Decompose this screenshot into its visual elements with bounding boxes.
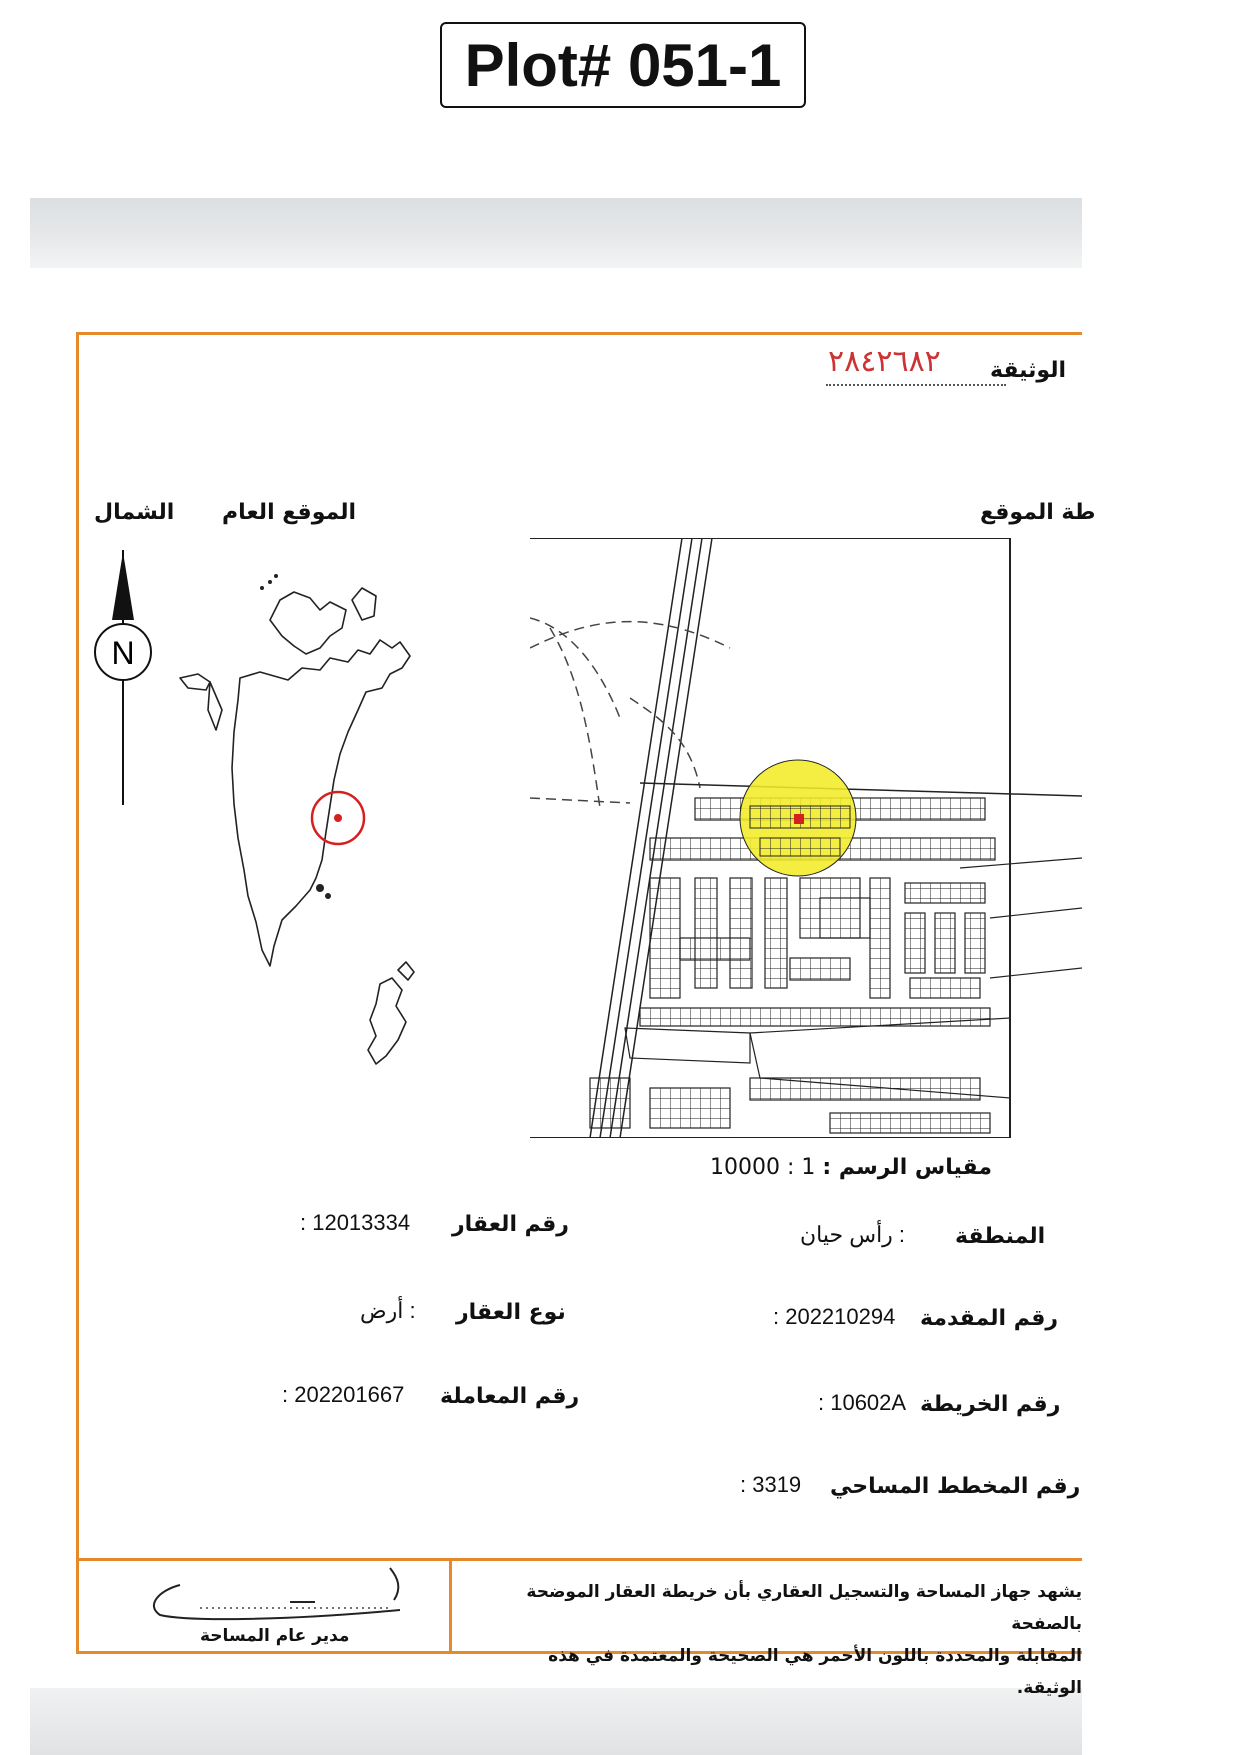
property-number-value: : 12013334 [300, 1210, 411, 1235]
certification-line-1: يشهد جهاز المساحة والتسجيل العقاري بأن خريطة العقار الموضحة بالصفحة [526, 1582, 1082, 1634]
scale-line [700, 1155, 992, 1180]
site-map-label: طة الموقع [980, 500, 1096, 525]
north-arrow-icon [88, 540, 158, 810]
scan-border-top [30, 198, 1082, 268]
property-number-label: رقم العقار [452, 1212, 569, 1237]
compass-letter: N [111, 635, 135, 671]
transaction-number-label: رقم المعاملة [440, 1384, 580, 1409]
bahrain-locator-map [170, 570, 470, 1100]
signature-icon [140, 1560, 420, 1630]
general-location-label: الموقع العام [222, 500, 357, 525]
survey-plan-number-value: : 3319 [740, 1472, 802, 1497]
area-value: : رأس حيان [800, 1222, 906, 1247]
application-number-label: رقم المقدمة [920, 1306, 1059, 1331]
document-number-value: ٢٨٤٢٦٨٢ [828, 344, 941, 379]
area-label: المنطقة [955, 1224, 1046, 1249]
scale-label: مقياس الرسم : [822, 1155, 992, 1180]
document-number-label: الوثيقة [990, 358, 1067, 383]
north-label: الشمال [94, 500, 175, 525]
footer-vertical-divider [449, 1558, 452, 1654]
property-type-value: : أرض [360, 1298, 416, 1323]
certification-line-2: المقابلة والمحددة باللون الأحمر هي الصحيحة والمعتمدة في هذه الوثيقة. [548, 1646, 1082, 1698]
application-number-value: : 202210294 [773, 1304, 896, 1329]
document-number-dots [826, 384, 1006, 386]
certification-text [500, 1576, 1082, 1704]
scale-value: 1 : 10000 [710, 1155, 816, 1180]
signatory-title: مدير عام المساحة [200, 1626, 350, 1646]
map-number-value: : 10602A [818, 1390, 907, 1415]
site-map [530, 538, 1082, 1138]
transaction-number-value: : 202201667 [282, 1382, 405, 1407]
subject-plot-marker [794, 814, 804, 824]
map-number-label: رقم الخريطة [920, 1392, 1061, 1417]
plot-title: Plot# 051-1 [440, 22, 806, 108]
property-type-label: نوع العقار [456, 1300, 566, 1325]
location-dot-icon [334, 814, 342, 822]
survey-plan-number-label: رقم المخطط المساحي [830, 1474, 1081, 1499]
